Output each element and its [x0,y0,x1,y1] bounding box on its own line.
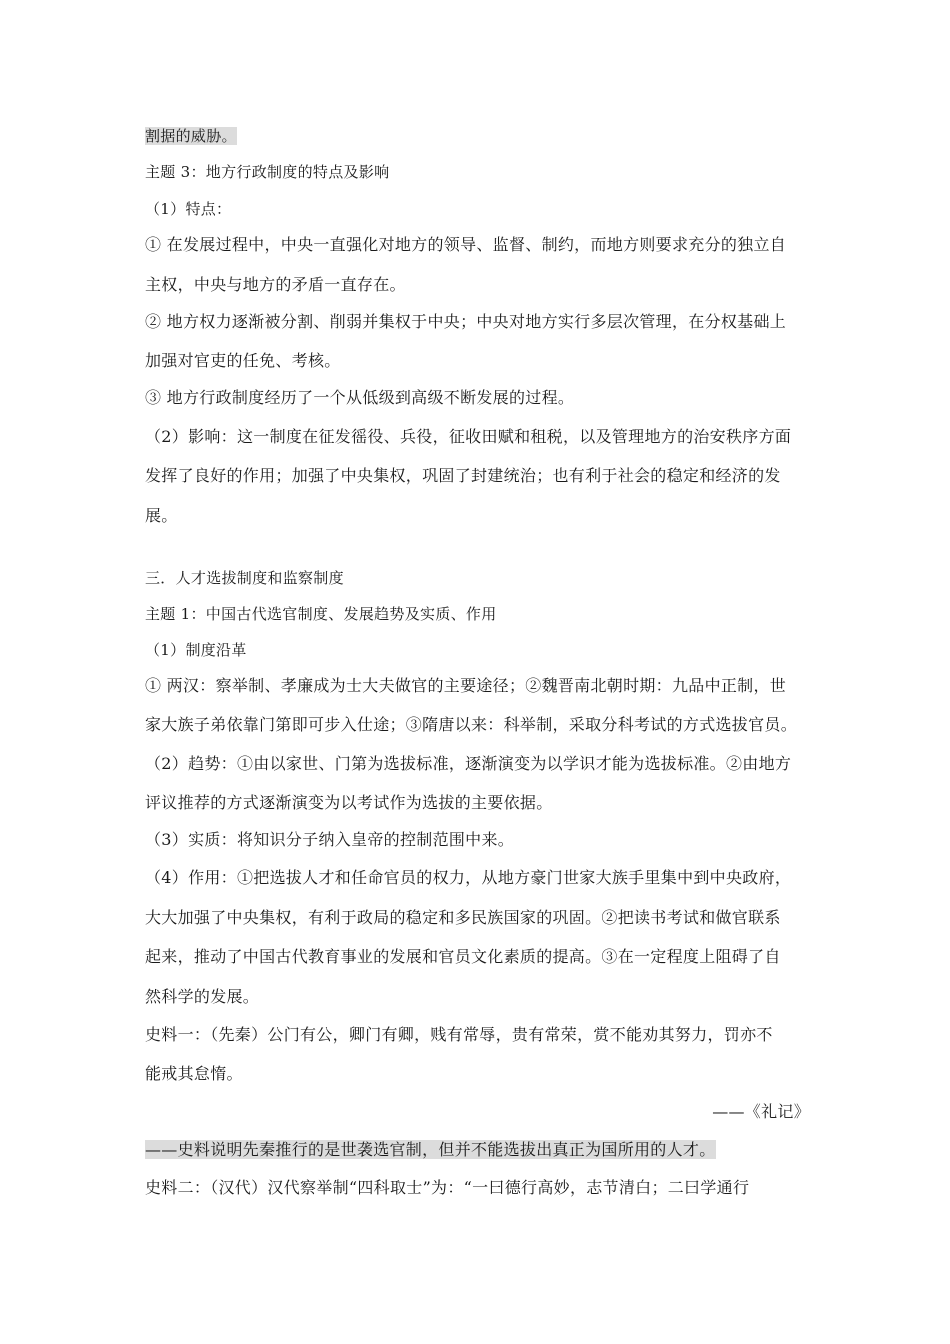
text-line: 史料二：（汉代）汉代察举制“四科取士”为：“一曰德行高妙，志节清白；二曰学通行 [145,1178,750,1197]
text-line: 起来，推动了中国古代教育事业的发展和官员文化素质的提高。③在一定程度上阻碍了自 [145,947,781,966]
text-line [145,1139,810,1161]
text-line [145,125,810,147]
text-line: 家大族子弟依靠门第即可步入仕途；③隋唐以来：科举制，采取分科考试的方式选拔官员。 [145,715,798,734]
text-line: 发挥了良好的作用；加强了中央集权，巩固了封建统治；也有利于社会的稳定和经济的发 [145,466,781,485]
text-line: 主权，中央与地方的矛盾一直存在。 [145,275,406,294]
text-line: ② 地方权力逐渐被分割、削弱并集权于中央；中央对地方实行多层次管理，在分权基础上 [145,312,787,331]
text-line: （1）特点： [145,200,232,218]
text-line: （2）趋势：①由以家世、门第为选拔标准，逐渐演变为以学识才能为选拔标准。②由地方 [145,754,792,773]
highlighted-text: ——史料说明先秦推行的是世袭选官制，但并不能选拔出真正为国所用的人才。 [145,1140,716,1159]
text-line: （3）实质：将知识分子纳入皇帝的控制范围中来。 [145,830,515,849]
text-line: 史料一：（先秦）公门有公，卿门有卿，贱有常辱，贵有常荣，赏不能劝其努力，罚亦不 [145,1025,773,1044]
text-line: 大大加强了中央集权，有利于政局的稳定和多民族国家的巩固。②把读书考试和做官联系 [145,908,781,927]
text-line: （2）影响：这一制度在征发徭役、兵役，征收田赋和租税，以及管理地方的治安秩序方面 [145,427,792,446]
text-line: 加强对官吏的任免、考核。 [145,351,341,370]
section-heading: 主题 1：中国古代选官制度、发展趋势及实质、作用 [145,605,497,623]
text-line: 评议推荐的方式逐渐演变为以考试作为选拔的主要依据。 [145,793,553,812]
text-line: （4）作用：①把选拔人才和任命官员的权力，从地方豪门世家大族手里集中到中央政府， [145,868,792,887]
text-line: ① 在发展过程中，中央一直强化对地方的领导、监督、制约，而地方则要求充分的独立自 [145,235,787,254]
citation: ——《礼记》 [712,1102,810,1121]
text-line: （1）制度沿革 [145,641,247,659]
text-line: 展。 [145,506,178,525]
text-line: 能戒其怠惰。 [145,1064,243,1083]
text-line: 然科学的发展。 [145,987,260,1006]
text-line: ① 两汉：察举制、孝廉成为士大夫做官的主要途径；②魏晋南北朝时期：九品中正制，世 [145,676,787,695]
highlighted-text: 割据的威胁。 [145,127,237,145]
text-line: ③ 地方行政制度经历了一个从低级到高级不断发展的过程。 [145,388,575,407]
section-heading: 三．人才选拔制度和监察制度 [145,569,344,587]
section-heading: 主题 3：地方行政制度的特点及影响 [145,163,390,181]
